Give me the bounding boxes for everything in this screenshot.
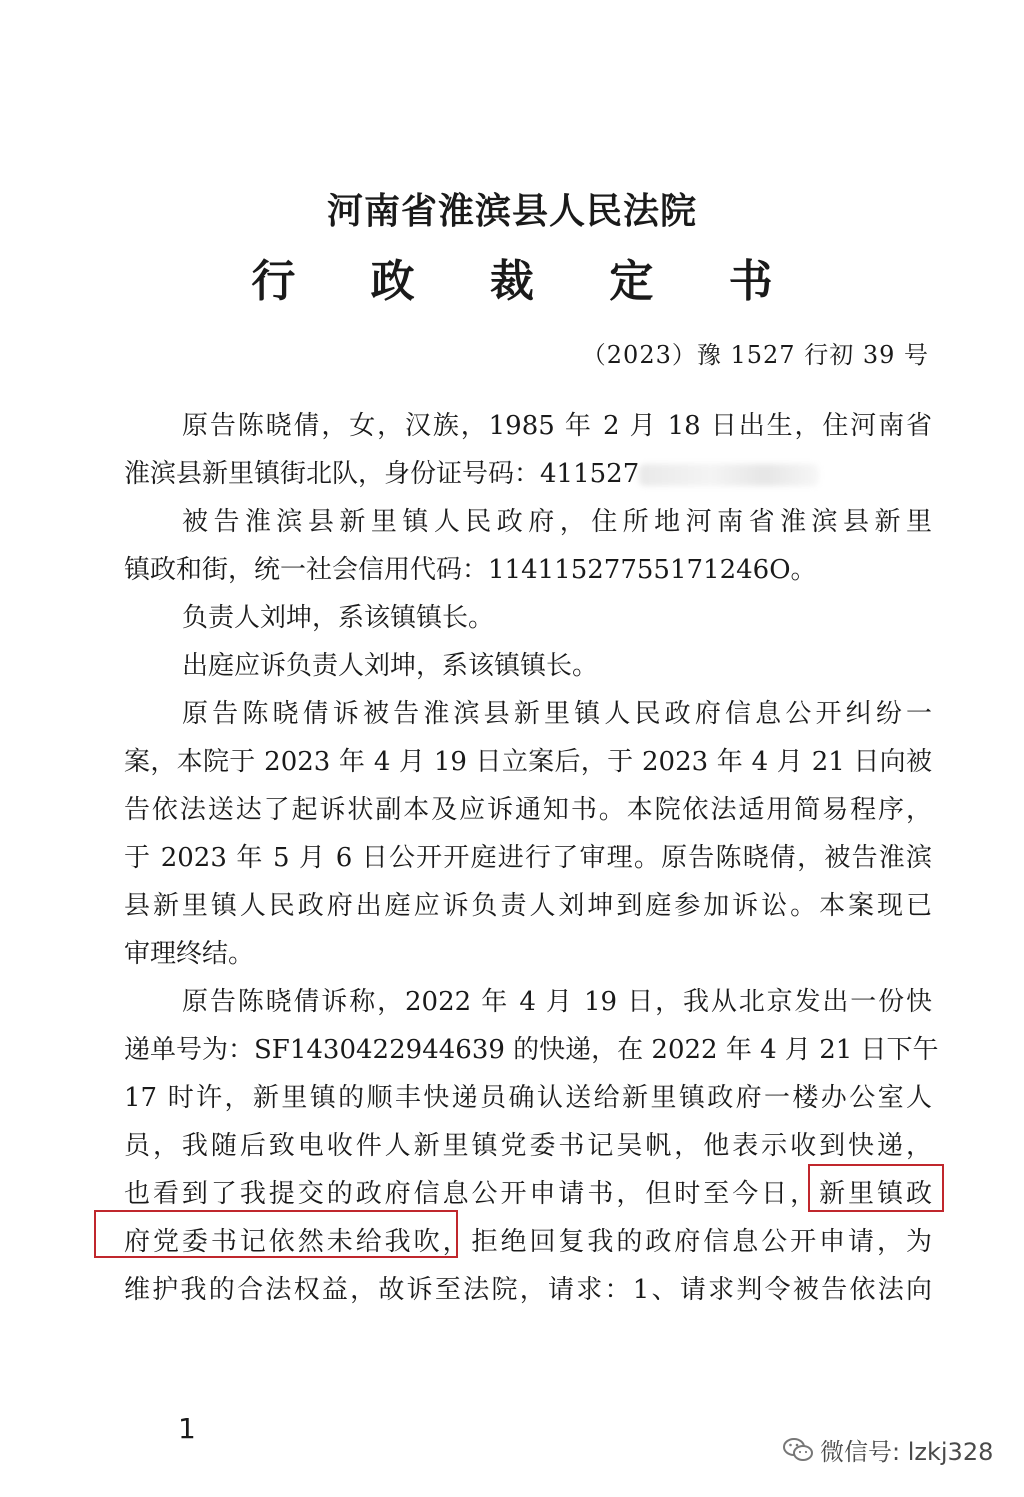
- body-line: 镇政和街，统一社会信用代码：11411527755171246O。: [124, 555, 817, 585]
- body-line: 原告陈晓倩诉称，2022 年 4 月 19 日，我从北京发出一份快: [182, 987, 932, 1017]
- body-line: 员，我随后致电收件人新里镇党委书记吴帆，他表示收到快递，: [124, 1131, 932, 1161]
- body-line: 于 2023 年 5 月 6 日公开开庭进行了审理。原告陈晓倩，被告淮滨: [124, 843, 932, 873]
- case-number: （2023）豫 1527 行初 39 号: [581, 341, 929, 369]
- body-line: 维护我的合法权益，故诉至法院，请求：1、请求判令被告依法向: [124, 1275, 932, 1305]
- body-line: 也看到了我提交的政府信息公开申请书，但时至今日，新里镇政: [124, 1179, 932, 1209]
- wechat-icon: [782, 1436, 814, 1464]
- body-line: 告依法送达了起诉状副本及应诉通知书。本院依法适用简易程序，: [124, 795, 932, 825]
- body-line-text: 淮滨县新里镇街北队，身份证号码：411527: [124, 459, 640, 489]
- body-line: 递单号为：SF1430422944639 的快递，在 2022 年 4 月 21 日下午: [124, 1035, 939, 1065]
- court-name-heading: 河南省淮滨县人民法院: [326, 191, 697, 232]
- body-line: 负责人刘坤，系该镇镇长。: [182, 603, 495, 633]
- body-line: 县新里镇人民政府出庭应诉负责人刘坤到庭参加诉讼。本案现已: [124, 891, 932, 921]
- body-line: 原告陈晓倩，女，汉族，1985 年 2 月 18 日出生，住河南省: [182, 411, 932, 441]
- body-line: [124, 456, 932, 492]
- redacted-id-blur: [639, 464, 819, 486]
- page-number: 1: [178, 1412, 196, 1445]
- body-line: 被告淮滨县新里镇人民政府，住所地河南省淮滨县新里: [182, 507, 932, 537]
- body-line: 案，本院于 2023 年 4 月 19 日立案后，于 2023 年 4 月 21 日向被: [124, 747, 932, 777]
- watermark-text: 微信号: lzkj328: [820, 1438, 994, 1466]
- body-line: 出庭应诉负责人刘坤，系该镇镇长。: [182, 651, 599, 681]
- body-line: 审理终结。: [124, 939, 255, 969]
- body-line: 17 时许，新里镇的顺丰快递员确认送给新里镇政府一楼办公室人: [124, 1083, 932, 1113]
- body-line: 原告陈晓倩诉被告淮滨县新里镇人民政府信息公开纠纷一: [182, 699, 932, 729]
- document-type-heading: 行 政 裁 定 书: [251, 256, 803, 307]
- body-line: 府党委书记依然未给我吹，拒绝回复我的政府信息公开申请，为: [124, 1227, 932, 1257]
- wechat-watermark: [782, 1432, 993, 1467]
